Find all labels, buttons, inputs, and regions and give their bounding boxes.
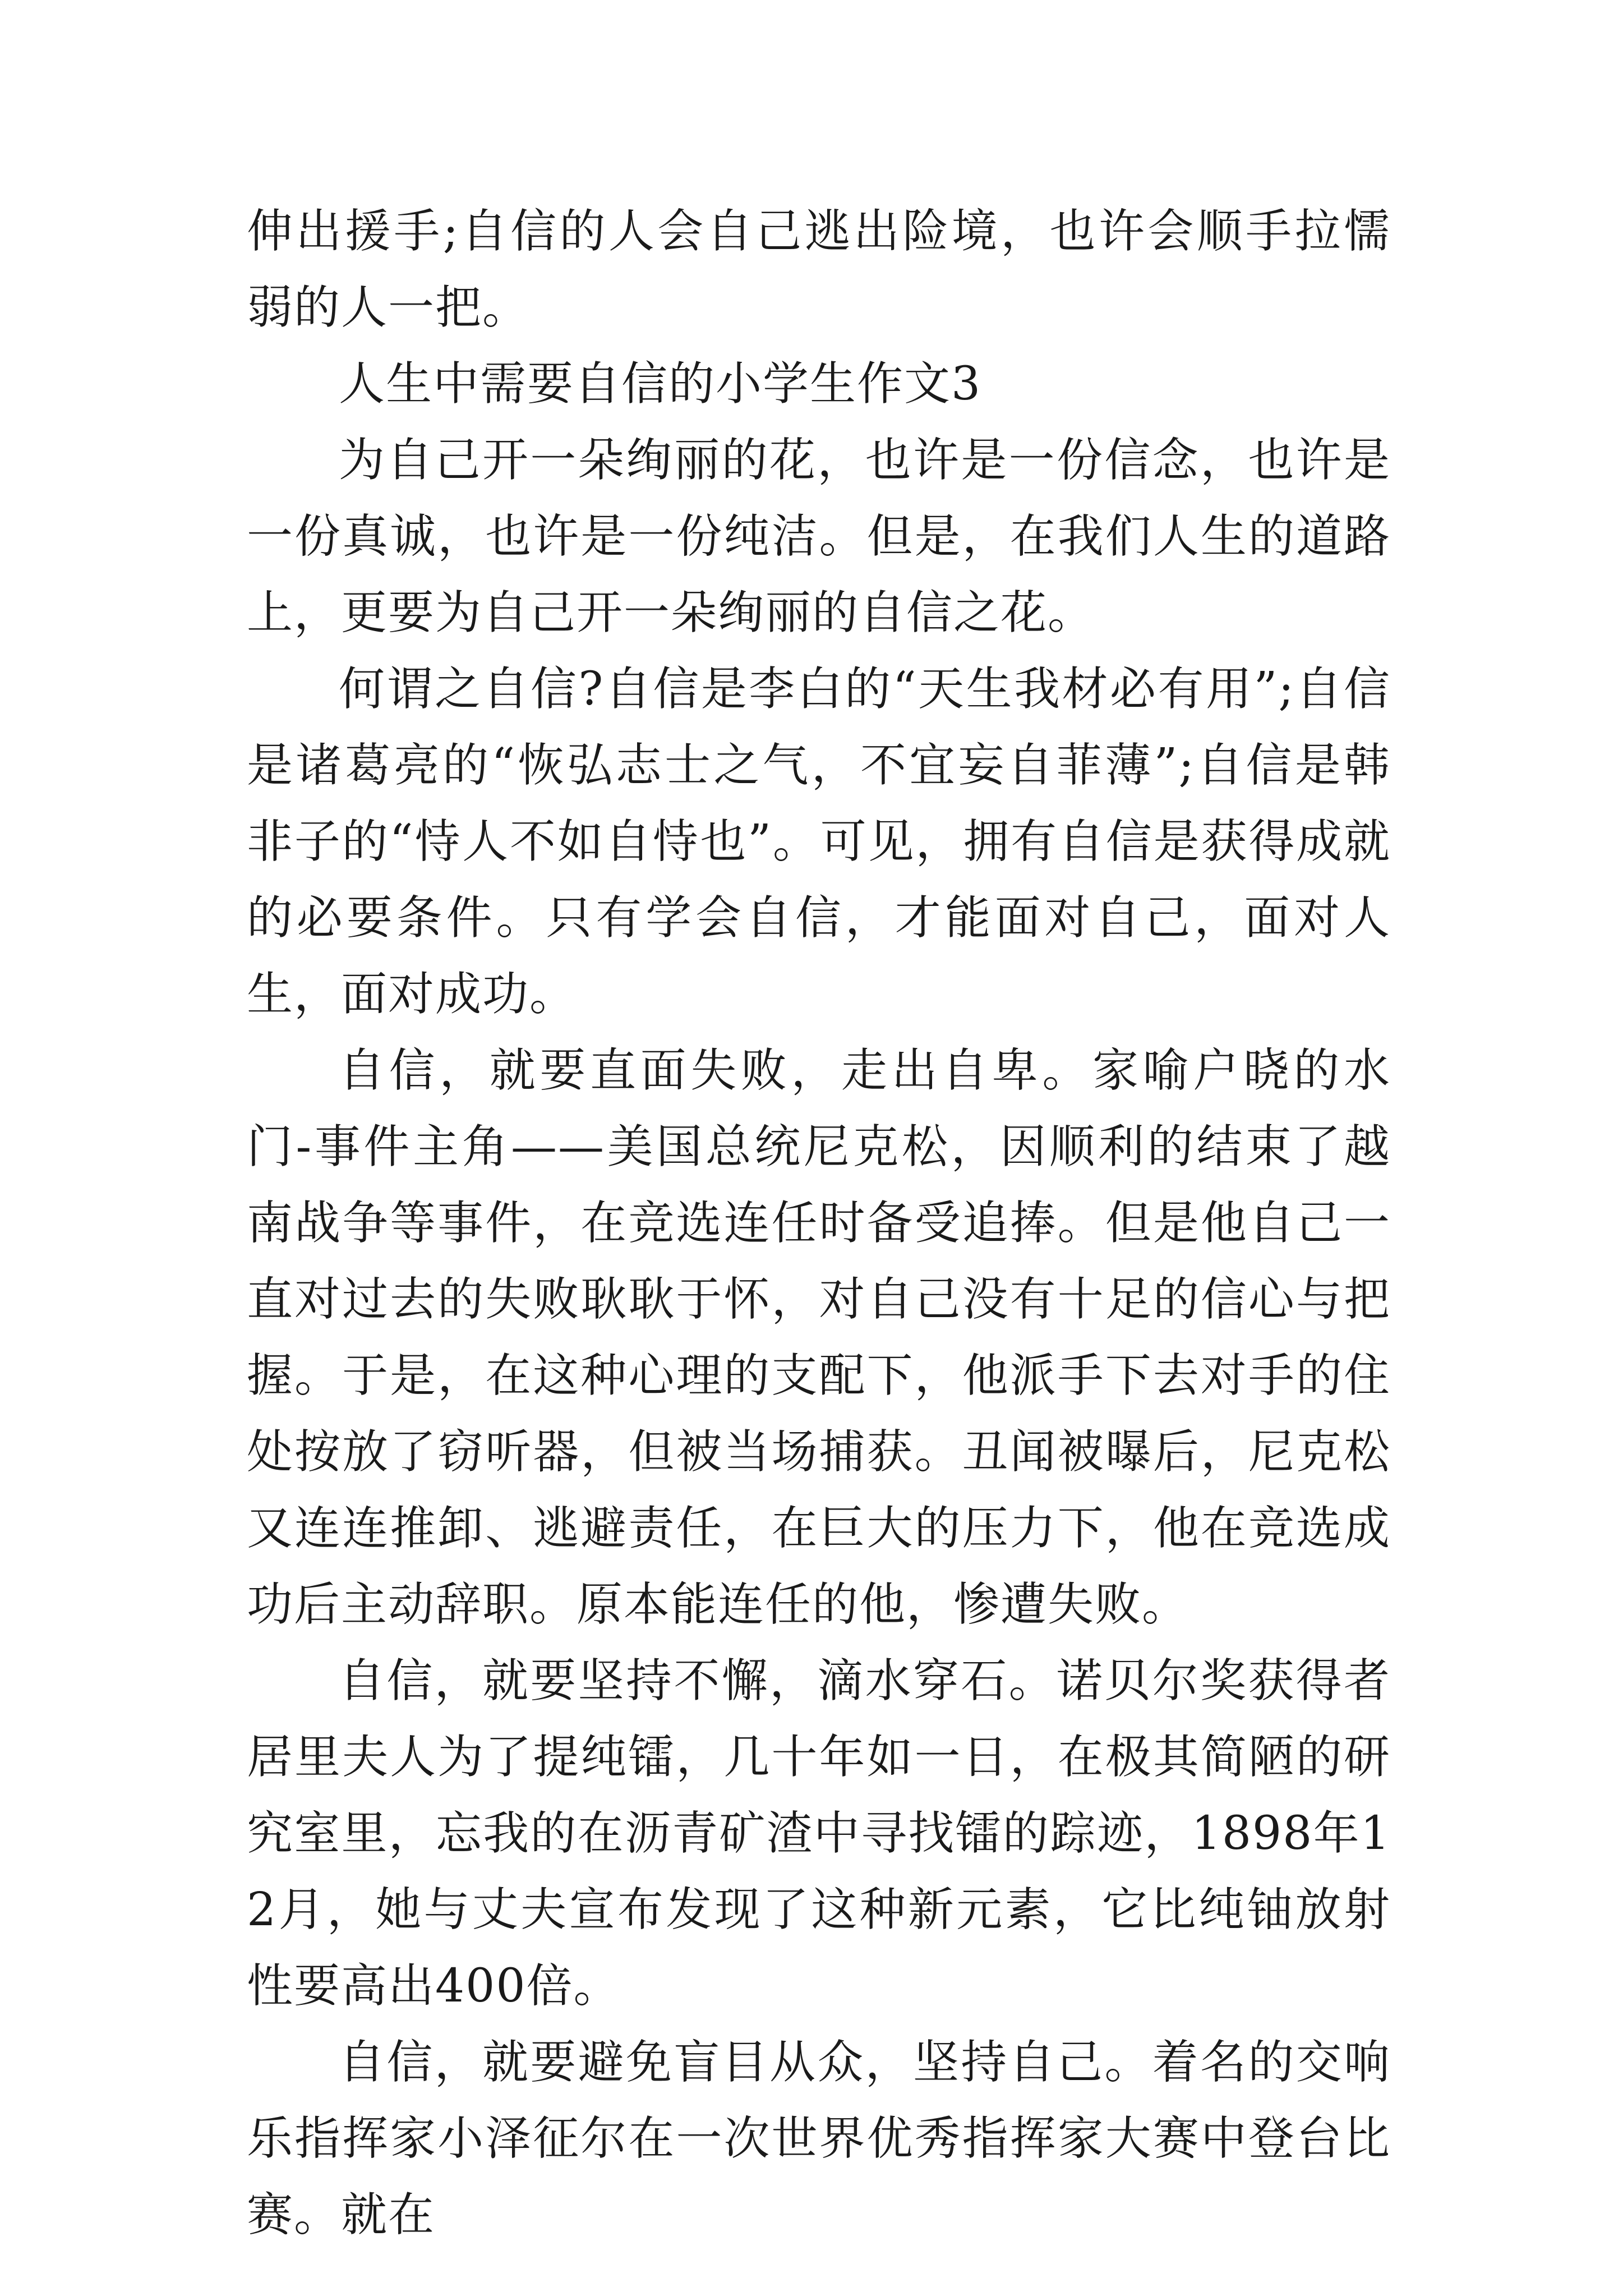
article-title: 人生中需要自信的小学生作文3 bbox=[339, 357, 982, 411]
paragraph-avoid-conformity: 自信，就要避免盲目从众，坚持自己。着名的交响乐指挥家小泽征尔在一次世界优秀指挥家大赛中登台比赛。就在 bbox=[247, 2036, 1391, 2242]
article-body bbox=[247, 194, 1391, 2253]
paragraph-intro: 为自己开一朵绚丽的花，也许是一份信念，也许是一份真诚，也许是一份纯洁。但是，在我们人生的道路上，更要为自己开一朵绚丽的自信之花。 bbox=[247, 434, 1391, 639]
paragraph-definition: 何谓之自信?自信是李白的“天生我材必有用”;自信是诸葛亮的“恢弘志士之气，不宜妄自菲薄”;自信是韩非子的“恃人不如自恃也”。可见，拥有自信是获得成就的必要条件。只有学会自信，才能面对自己，面对人生，面对成功。 bbox=[247, 662, 1391, 1021]
paragraph-face-failure: 自信，就要直面失败，走出自卑。家喻户晓的水门-事件主角——美国总统尼克松，因顺利的结束了越南战争等事件，在竞选连任时备受追捧。但是他自己一直对过去的失败耿耿于怀，对自己没有十足的信心与把握。于是，在这种心理的支配下，他派手下去对手的住处按放了窃听器，但被当场捕获。丑闻被曝后，尼克松又连连推卸、逃避责任，在巨大的压力下，他在竞选成功后主动辞职。原本能连任的他，惨遭失败。 bbox=[247, 1044, 1391, 1631]
paragraph-continuation: 伸出援手;自信的人会自己逃出险境，也许会顺手拉懦弱的人一把。 bbox=[247, 205, 1391, 334]
paragraph-persistence: 自信，就要坚持不懈，滴水穿石。诺贝尔奖获得者居里夫人为了提纯镭，几十年如一日，在极其简陋的研究室里，忘我的在沥青矿渣中寻找镭的踪迹，1898年12月，她与丈夫宣布发现了这种新元素，它比纯铀放射性要高出400倍。 bbox=[247, 1654, 1391, 2013]
